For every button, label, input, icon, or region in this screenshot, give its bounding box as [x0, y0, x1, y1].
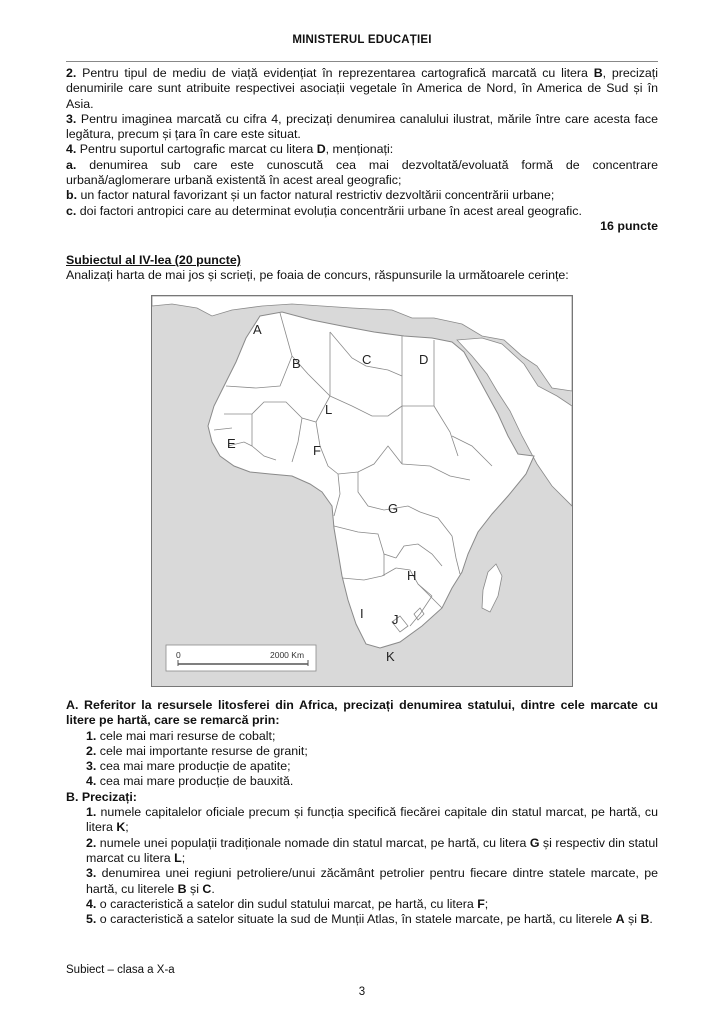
item-4c: c. doi factori antropici care au determinat evoluția concentrării urbane în acest areal geografic. [66, 203, 582, 218]
subject3-remaining-items [66, 66, 658, 234]
section-b-item-4: 4. o caracteristică a satelor din sudul statului marcat, pe hartă, cu litera F; [86, 896, 489, 911]
item-4: 4. Pentru suportul cartografic marcat cu litera D, menționați: [66, 142, 394, 157]
item-2: 2. Pentru tipul de mediu de viață evidențiat în reprezentarea cartografică marcată cu litera B, precizați denumirile care sunt atribuite respectivei asociații vegetale în America de Nord, în America de Sud și în Asia. [66, 66, 658, 111]
map-label-f: F [313, 443, 321, 458]
map-label-l: L [325, 402, 333, 417]
map-label-d: D [419, 352, 429, 367]
points-total: 16 puncte [600, 218, 658, 233]
map-label-e: E [227, 436, 236, 451]
subject-4-intro: Analizați harta de mai jos și scrieți, pe foaia de concurs, răspunsurile la următoarele cerințe: [66, 268, 569, 283]
map-label-h: H [407, 568, 417, 583]
section-b-item-5: 5. o caracteristică a satelor situate la sud de Munții Atlas, în statele marcate, pe hartă, cu literele A și B. [86, 912, 653, 927]
map-label-c: C [362, 352, 372, 367]
section-a-item-2: 2. cele mai importante resurse de granit; [86, 743, 308, 758]
section-b-item-2: 2. numele unei populații tradiționale nomade din statul marcat, pe hartă, cu litera G și respectiv din statul marcat cu litera L; [86, 835, 658, 865]
scale-start-label: 0 [176, 650, 181, 660]
map-label-j: J [392, 612, 399, 627]
map-scale [166, 645, 316, 671]
map-label-g: G [388, 501, 399, 516]
section-a-heading: A. Referitor la resursele litosferei din Africa, precizați denumirea statului, dintre cele marcate cu litere pe hartă, care se remarcă prin: [66, 698, 658, 728]
africa-map-svg [152, 296, 572, 686]
header-rule [66, 61, 658, 62]
section-b-heading: B. Precizați: [66, 789, 137, 804]
page-header: MINISTERUL EDUCAȚIEI [292, 34, 432, 46]
section-a-item-1: 1. cele mai mari resurse de cobalt; [86, 728, 276, 743]
subject-4 [66, 253, 658, 284]
item-3: 3. Pentru imaginea marcată cu cifra 4, precizați denumirea canalului ilustrat, mările între care acesta face legătura, precum și țara în care este situat. [66, 111, 658, 142]
section-a-item-4: 4. cea mai mare producție de bauxită. [86, 774, 294, 789]
map-label-a: A [253, 322, 262, 337]
map-label-i: I [360, 606, 364, 621]
map-label-k: K [386, 649, 395, 664]
scale-end-label: 2000 Km [270, 650, 305, 660]
item-4a: a. denumirea sub care este cunoscută cea mai dezvoltată/evoluată formă de concentrare urbană/aglomerare urbană existentă în acest areal geografic; [66, 157, 658, 188]
subject-4-title: Subiectul al IV-lea (20 puncte) [66, 253, 241, 267]
section-a-item-3: 3. cea mai mare producție de apatite; [86, 759, 291, 774]
section-b-item-3: 3. denumirea unei regiuni petroliere/unui zăcământ petrolier pentru fiecare dintre statele marcate, pe hartă, cu literele B și C. [86, 866, 658, 896]
section-b-item-1: 1. numele capitalelor oficiale precum și funcția specifică fiecărei capitale din statul marcat, pe hartă, cu litera K; [86, 805, 658, 835]
africa-map [151, 295, 573, 687]
map-label-b: B [292, 356, 301, 371]
subject-4-questions [66, 698, 658, 927]
page-footer: Subiect – clasa a X-a [66, 964, 175, 976]
item-4b: b. un factor natural favorizant și un factor natural restrictiv dezvoltării concentrării urbane; [66, 188, 555, 203]
page-number: 3 [358, 986, 366, 998]
